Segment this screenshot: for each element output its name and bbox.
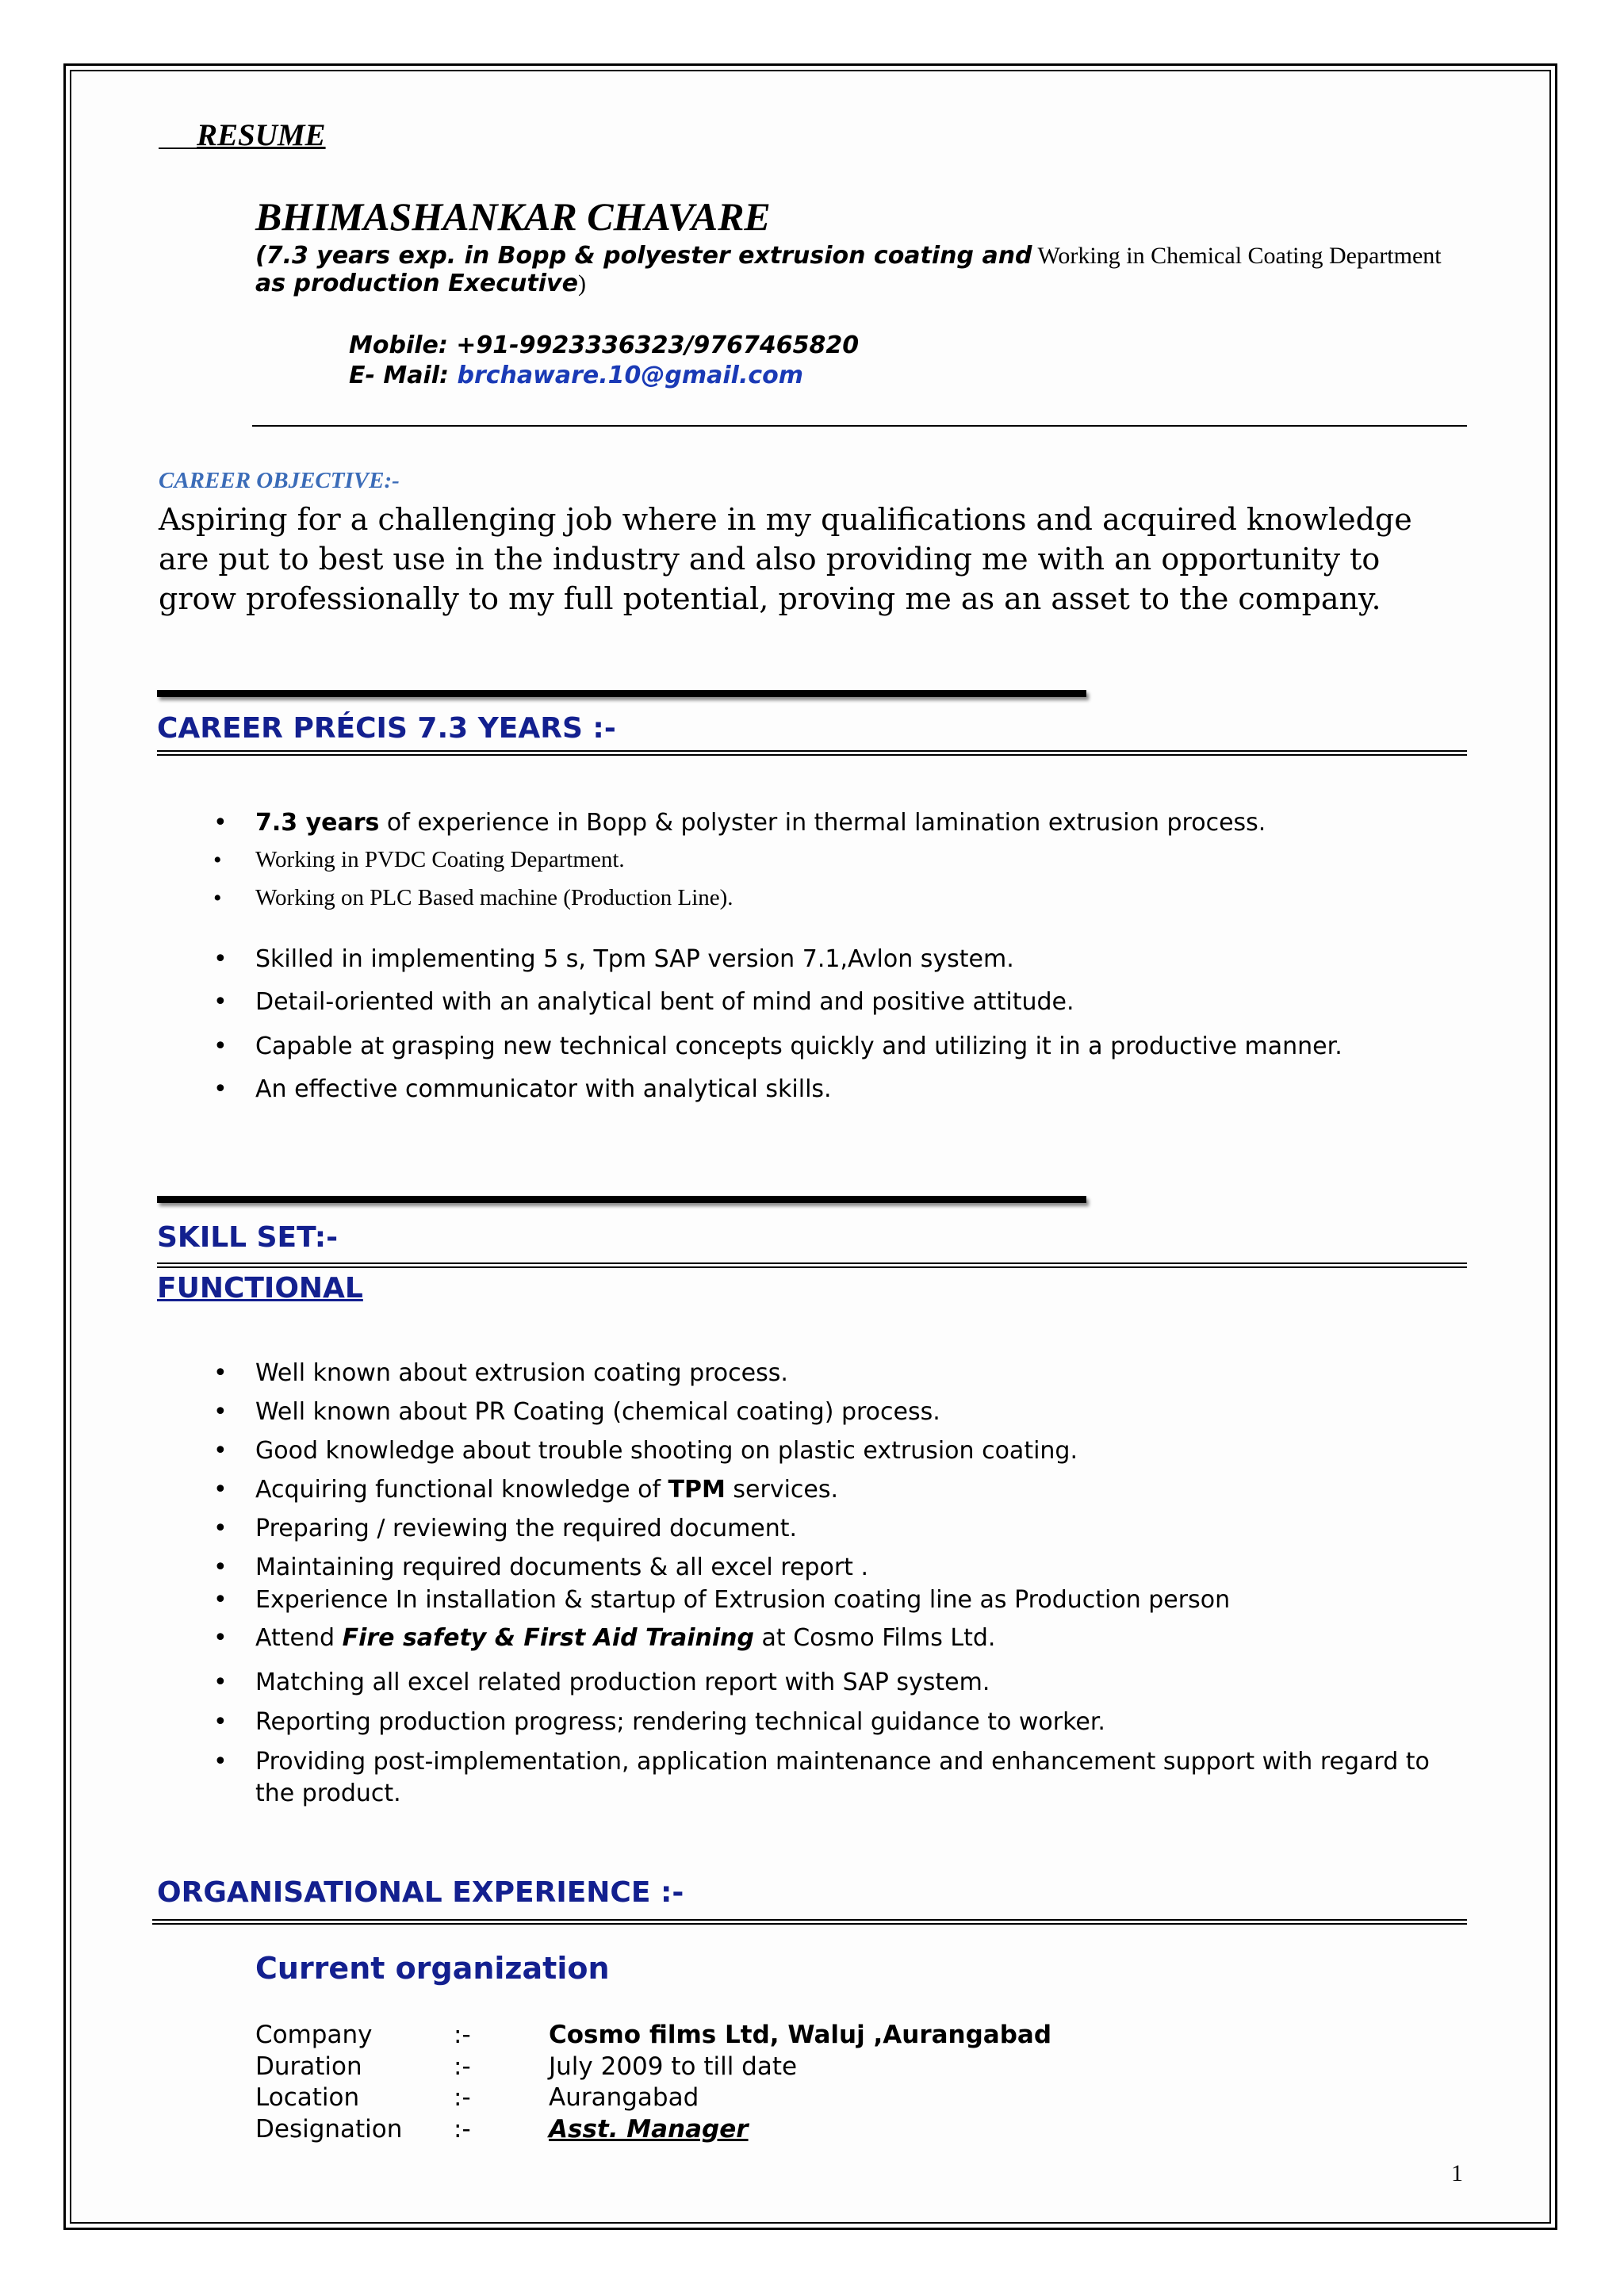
list-item: • Maintaining required documents & all excel report . <box>255 1554 868 1581</box>
mobile-label: Mobile: <box>349 331 457 359</box>
list-item-text: at Cosmo Films Ltd. <box>753 1624 996 1652</box>
current-organization-heading: Current organization <box>255 1951 610 1986</box>
experience-summary-bold: (7.3 years exp. in Bopp & polyester extrusion coating and <box>255 242 1032 270</box>
experience-role: as production Executive <box>255 270 578 297</box>
section-bar <box>157 1196 1086 1203</box>
list-item: • Well known about extrusion coating process. <box>255 1359 788 1387</box>
mobile-number: +91-9923336323/9767465820 <box>456 331 860 359</box>
experience-summary-line2 <box>255 270 586 297</box>
duration-value: July 2009 to till date <box>549 2052 798 2081</box>
list-item: • Skilled in implementing 5 s, Tpm SAP version 7.1,Avlon system. <box>255 945 1014 973</box>
candidate-name: BHIMASHANKAR CHAVARE <box>255 194 771 239</box>
section-rule <box>152 1919 1467 1925</box>
training-highlight: Fire safety & First Aid Training <box>342 1624 754 1652</box>
location-label: Location <box>255 2083 360 2112</box>
list-item: • Reporting production progress; rendering technical guidance to worker. <box>255 1708 1105 1736</box>
list-item: • Providing post-implementation, application maintenance and enhancement support with regard to <box>255 1748 1430 1776</box>
list-item-continuation: the product. <box>255 1780 401 1807</box>
career-precis-heading: CAREER PRÉCIS 7.3 YEARS :- <box>157 712 616 745</box>
list-item: • Good knowledge about trouble shooting on plastic extrusion coating. <box>255 1437 1078 1465</box>
list-item: • Matching all excel related production report with SAP system. <box>255 1669 990 1696</box>
section-rule <box>157 750 1467 756</box>
duration-label: Duration <box>255 2052 362 2081</box>
list-item: • Preparing / reviewing the required document. <box>255 1515 797 1542</box>
section-bar <box>157 690 1086 697</box>
email-link[interactable]: brchaware.10@gmail.com <box>457 362 803 389</box>
list-item-text: Attend <box>255 1624 343 1652</box>
list-item <box>255 809 1266 837</box>
list-item <box>255 1476 838 1504</box>
list-item: • Working in PVDC Coating Department. <box>255 847 625 873</box>
experience-close-paren: ) <box>577 270 586 297</box>
highlight-years: 7.3 years <box>255 809 380 837</box>
separator: :- <box>454 2083 471 2112</box>
list-item: • An effective communicator with analytical skills. <box>255 1075 832 1103</box>
email-label: E- Mail: <box>349 362 458 389</box>
mobile-line <box>349 331 859 359</box>
designation-value: Asst. Manager <box>549 2115 749 2144</box>
career-objective-text: Aspiring for a challenging job where in my qualifications and acquired knowledge are put to best use in the industry and also providing me with an opportunity to grow professionally to my full potential, proving me as an asset to the company. <box>159 502 1412 616</box>
resume-title: RESUME <box>197 118 326 152</box>
list-item: • Experience In installation & startup of Extrusion coating line as Production person <box>255 1586 1230 1614</box>
designation-label: Designation <box>255 2115 403 2144</box>
location-value: Aurangabad <box>549 2083 699 2112</box>
company-label: Company <box>255 2021 373 2049</box>
list-item: • Well known about PR Coating (chemical coating) process. <box>255 1398 940 1426</box>
list-item: • Working on PLC Based machine (Production Line). <box>255 885 733 911</box>
list-item: • Detail-oriented with an analytical bent of mind and positive attitude. <box>255 988 1074 1016</box>
skill-set-heading: SKILL SET:- <box>157 1221 339 1254</box>
career-objective-heading: CAREER OBJECTIVE:- <box>159 468 400 493</box>
separator: :- <box>454 2021 471 2049</box>
list-item-text: of experience in Bopp & polyster in thermal lamination extrusion process. <box>379 809 1266 837</box>
section-rule <box>157 1262 1467 1268</box>
functional-heading: FUNCTIONAL <box>157 1272 363 1305</box>
header-divider <box>252 425 1467 427</box>
organisational-experience-heading: ORGANISATIONAL EXPERIENCE :- <box>157 1876 684 1909</box>
experience-summary-line1 <box>255 242 1442 270</box>
email-line <box>349 362 803 389</box>
separator: :- <box>454 2052 471 2081</box>
list-item <box>255 1624 995 1652</box>
company-value: Cosmo films Ltd, Waluj ,Aurangabad <box>549 2021 1052 2049</box>
list-item-text: services. <box>725 1476 839 1504</box>
separator: :- <box>454 2115 471 2144</box>
list-item: • Capable at grasping new technical concepts quickly and utilizing it in a productive manner. <box>255 1033 1342 1060</box>
tpm-highlight: TPM <box>668 1476 726 1504</box>
experience-summary-regular: Working in Chemical Coating Department <box>1032 243 1442 269</box>
list-item-text: Acquiring functional knowledge of <box>255 1476 668 1504</box>
title-underline-lead <box>159 148 197 149</box>
page-number: 1 <box>1451 2160 1463 2186</box>
